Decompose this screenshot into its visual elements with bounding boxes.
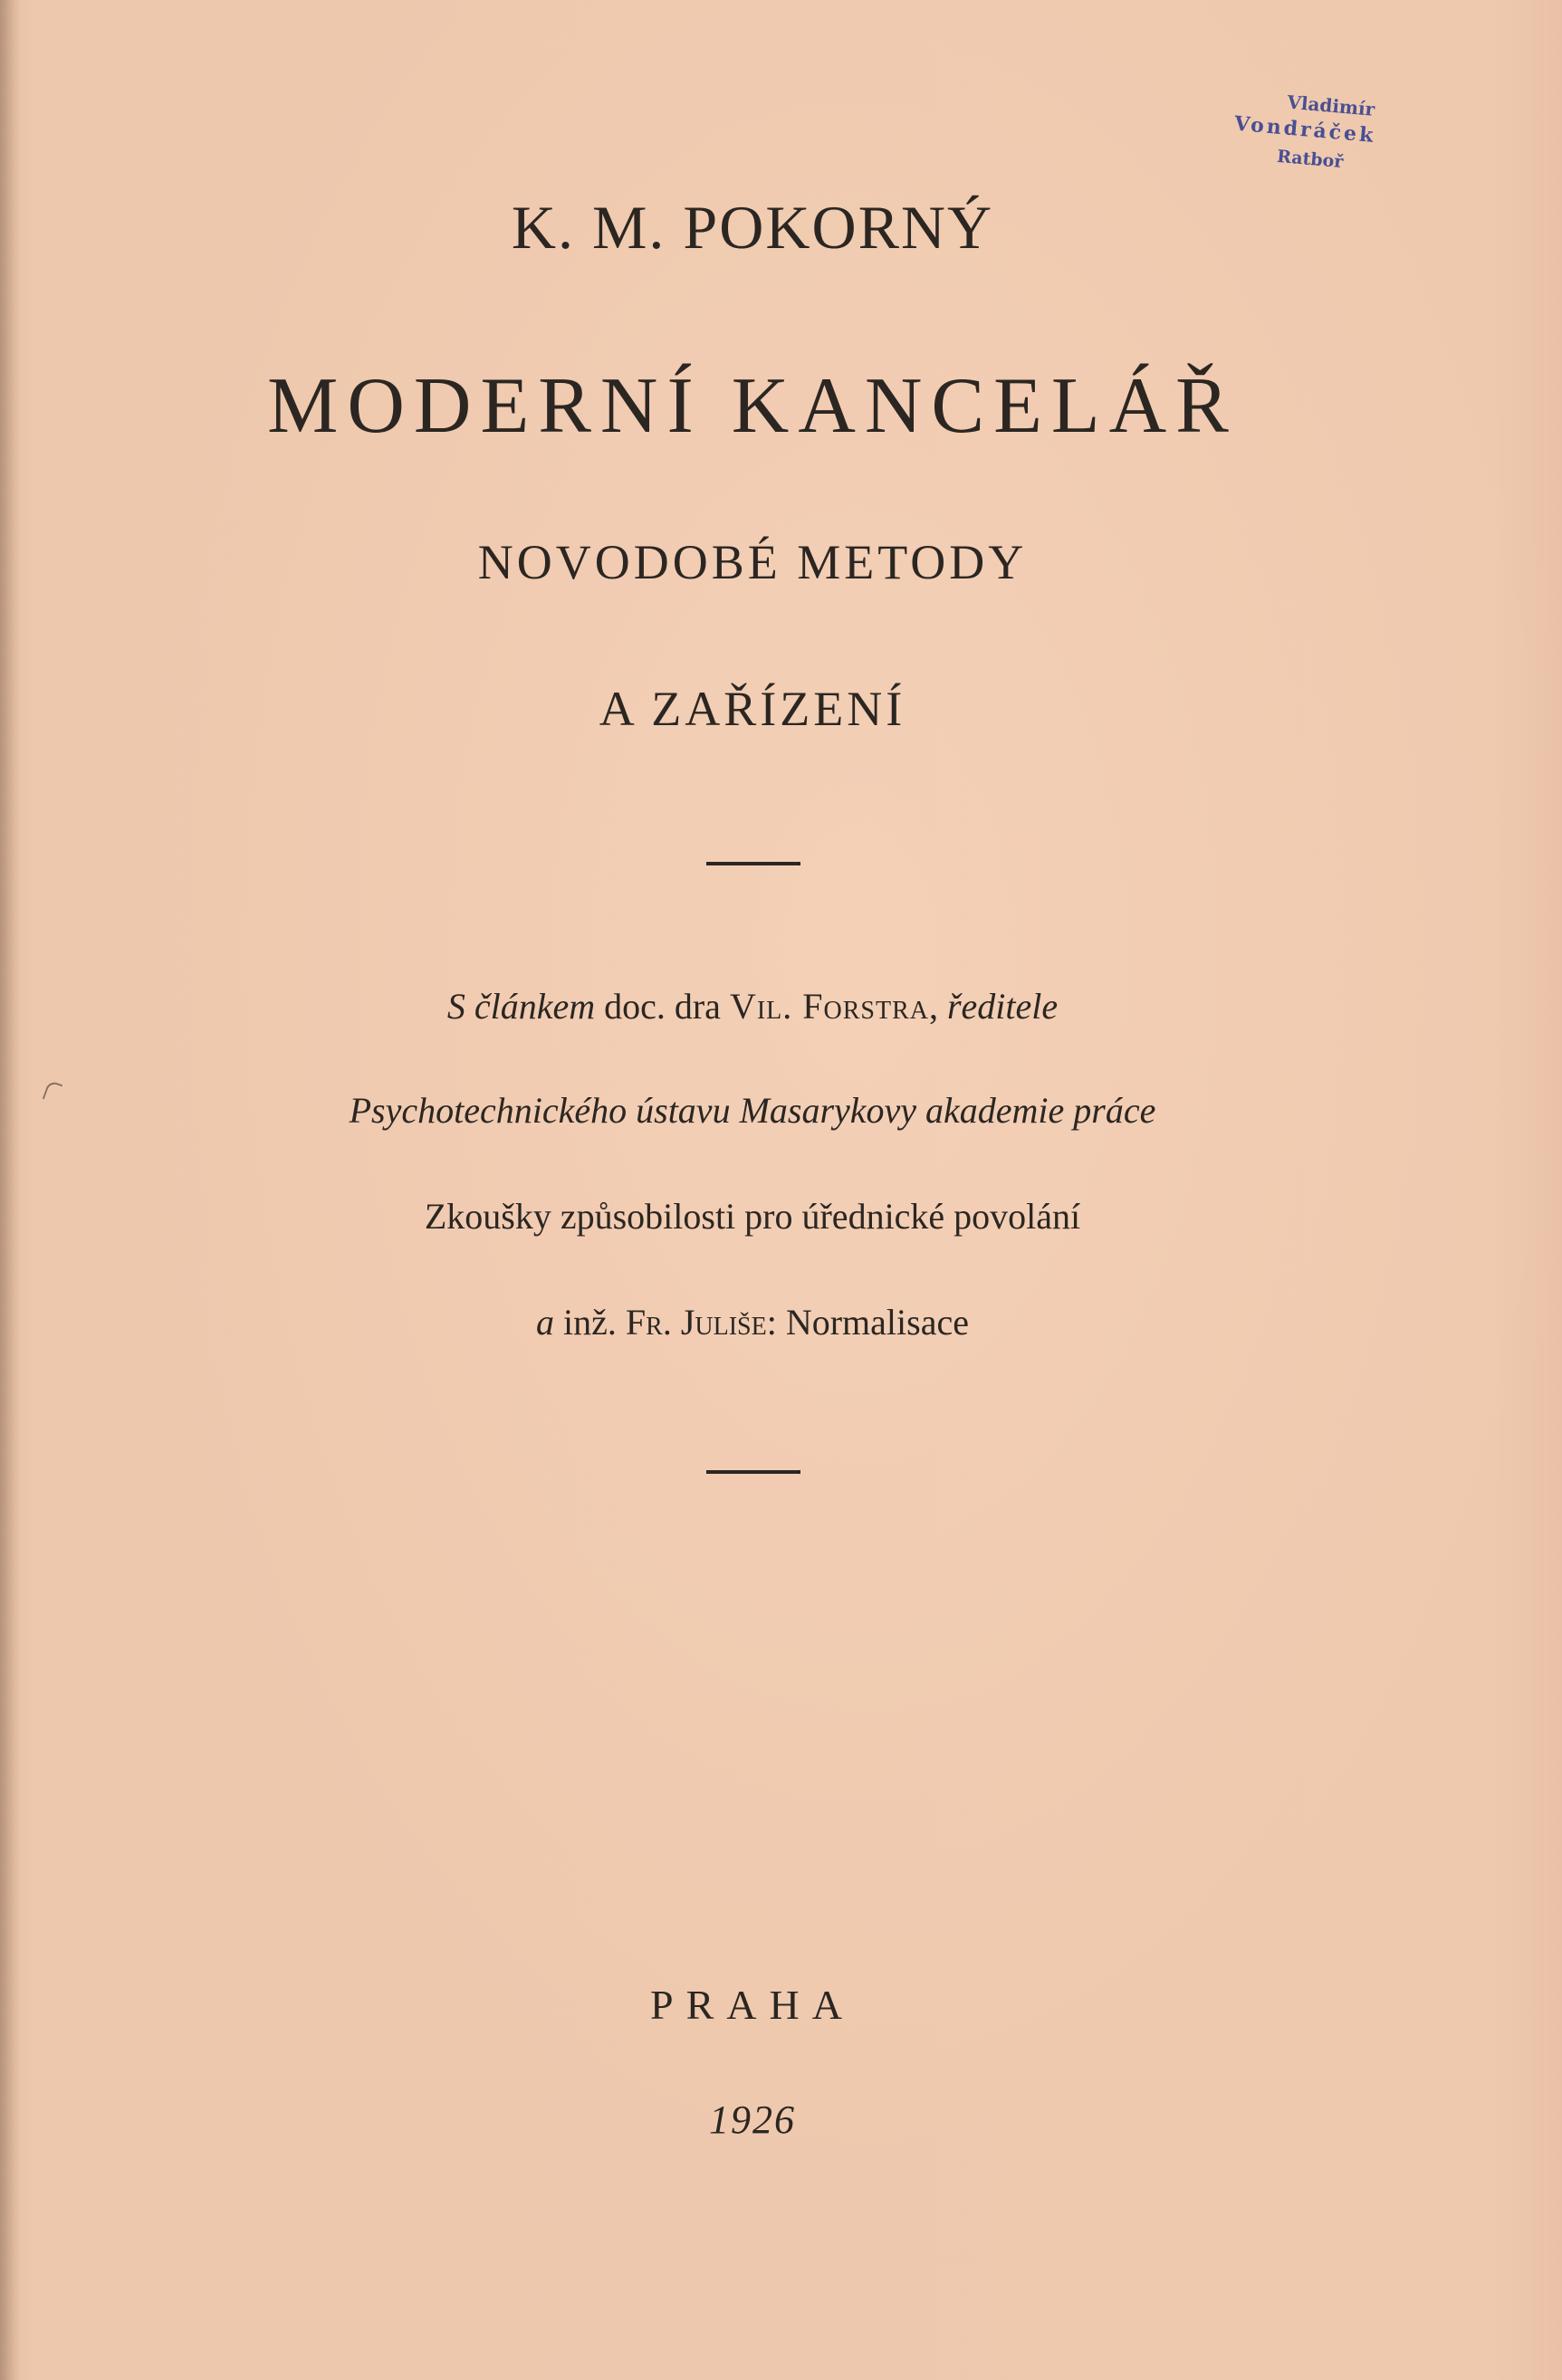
author-name: K. M. POKORNÝ — [511, 193, 994, 262]
divider-rule-top — [706, 862, 800, 865]
subtitle-line-1: NOVODOBÉ METODY — [477, 535, 1028, 589]
credits-line-1-title: doc. dra — [595, 986, 730, 1027]
stamp-line-3: Ratboř — [1276, 146, 1345, 173]
stamp-line-2: Vondráček — [1233, 111, 1377, 148]
credits-line-4-name: Fr. Juliše — [625, 1302, 767, 1343]
stamp-line-1: Vladimír — [1286, 91, 1376, 120]
owner-stamp — [1228, 82, 1417, 197]
credits-line-4 — [0, 1301, 1505, 1343]
book-title: MODERNÍ KANCELÁŘ — [267, 362, 1238, 450]
credits-line-3: Zkoušky způsobilosti pro úřednické povolání — [424, 1196, 1081, 1237]
credits-line-1-comma: , — [928, 986, 947, 1027]
credits-line-1-role: ředitele — [946, 986, 1059, 1027]
credits-line-1-name: Vil. Forstra — [729, 986, 929, 1027]
credits-line-1 — [0, 985, 1505, 1028]
divider-rule-bottom — [706, 1470, 800, 1474]
credits-line-4-intro: a — [536, 1302, 555, 1343]
credits-line-4-title: inž. — [554, 1302, 626, 1343]
publication-place: PRAHA — [650, 1982, 855, 2028]
subtitle-line-2: A ZAŘÍZENÍ — [599, 682, 906, 736]
credits-line-2: Psychotechnického ústavu Masarykovy akademie práce — [349, 1090, 1156, 1131]
publication-year: 1926 — [709, 2098, 796, 2142]
credits-line-4-topic: : Normalisace — [766, 1302, 969, 1343]
credits-line-1-intro: S článkem — [446, 986, 596, 1027]
